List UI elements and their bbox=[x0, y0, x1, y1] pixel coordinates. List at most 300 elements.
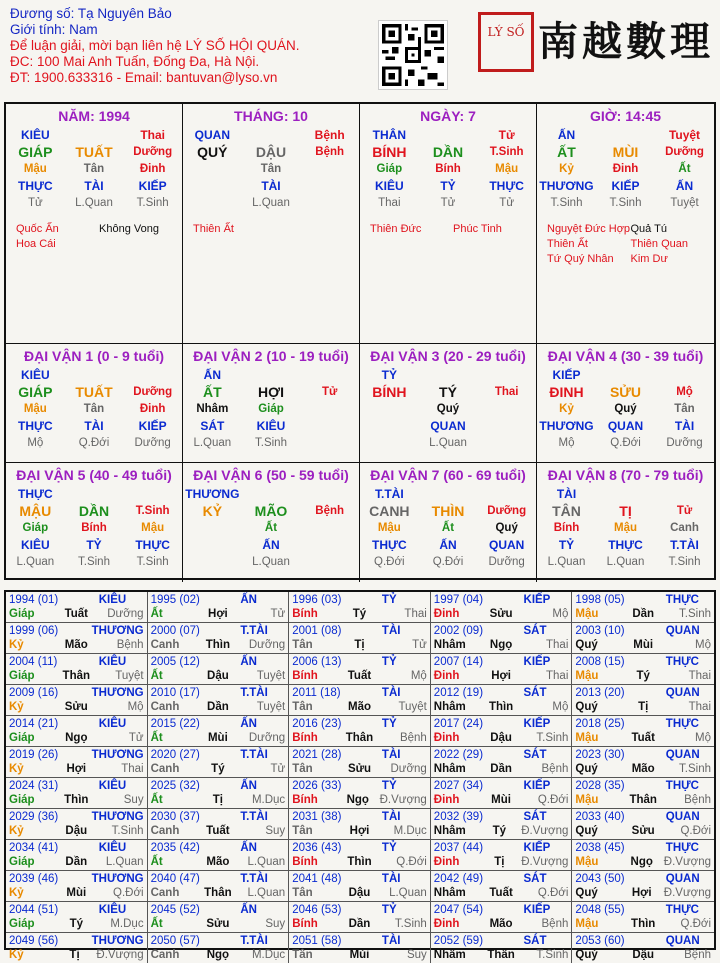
pillar-value: BÍNH bbox=[372, 144, 407, 160]
year-branch: Thìn bbox=[488, 701, 514, 713]
year-stem: Giáp bbox=[9, 918, 35, 930]
year-branch: Sửu bbox=[347, 763, 371, 775]
pillar-value: ẤN bbox=[439, 538, 457, 552]
year-phase: L.Quan bbox=[247, 856, 286, 868]
pillar-value: Dưỡng bbox=[133, 146, 173, 158]
pillar-value: CANH bbox=[369, 503, 410, 519]
year-row bbox=[151, 717, 286, 731]
year-label: 2026 (33) bbox=[292, 780, 342, 792]
pillar-row bbox=[6, 503, 182, 520]
year-star: T.TÀI bbox=[240, 749, 268, 761]
year-stem: Canh bbox=[150, 825, 180, 837]
pillar-value: MÃO bbox=[254, 503, 288, 519]
year-branch: Thân bbox=[487, 949, 515, 961]
year-branch: Tị bbox=[69, 949, 80, 961]
pillar-value: TUẤT bbox=[75, 144, 113, 160]
year-row bbox=[151, 731, 286, 745]
year-stem: Canh bbox=[150, 949, 180, 961]
year-row bbox=[575, 593, 711, 607]
year-row bbox=[9, 872, 144, 886]
pillar-value bbox=[300, 418, 359, 435]
pillar-value: Dưỡng bbox=[665, 146, 704, 158]
pillar-row bbox=[6, 195, 182, 212]
year-branch: Sửu bbox=[64, 701, 88, 713]
pillar-row bbox=[6, 127, 182, 144]
year-stem: Đinh bbox=[433, 794, 460, 806]
year-cell bbox=[431, 871, 573, 902]
year-stem: Đinh bbox=[433, 918, 460, 930]
pillar-row bbox=[360, 418, 536, 435]
pillar-value: L.Quan bbox=[547, 556, 586, 568]
year-cell bbox=[148, 716, 290, 747]
pillar-value: Kỷ bbox=[559, 163, 574, 175]
year-star: TỶ bbox=[381, 656, 397, 668]
pillar-title: ĐẠI VẬN 2 (10 - 19 tuổi) bbox=[193, 348, 349, 364]
year-stem: Đinh bbox=[433, 608, 460, 620]
logo-title: 南越數理 bbox=[538, 18, 714, 65]
year-cell bbox=[572, 747, 714, 778]
year-stem: Canh bbox=[150, 701, 180, 713]
year-branch: Tý bbox=[492, 825, 507, 837]
year-row bbox=[434, 841, 569, 855]
year-star: THƯƠNG bbox=[91, 935, 144, 947]
pillar-value: Bính bbox=[435, 163, 461, 175]
pillar-value: DẦN bbox=[78, 503, 110, 519]
year-phase: Dưỡng bbox=[248, 639, 286, 651]
year-branch: Mão bbox=[64, 639, 88, 651]
year-branch: Dần bbox=[632, 608, 655, 620]
pillar-value: Bệnh bbox=[315, 505, 345, 517]
year-label: 2011 (18) bbox=[292, 687, 341, 699]
year-stem: Nhâm bbox=[433, 763, 466, 775]
year-star: ẤN bbox=[240, 718, 257, 730]
year-row bbox=[434, 593, 569, 607]
year-stem: Mậu bbox=[575, 794, 599, 806]
pillar-row bbox=[6, 537, 182, 554]
pillar-value bbox=[65, 367, 124, 384]
pillar-value bbox=[596, 486, 655, 503]
year-star: THỰC bbox=[665, 594, 699, 606]
year-phase: T.Sinh bbox=[394, 918, 427, 930]
year-stem: Tân bbox=[292, 639, 313, 651]
year-branch: Tuất bbox=[631, 732, 655, 744]
pillar-value: Mậu bbox=[23, 163, 47, 175]
year-row bbox=[575, 669, 711, 683]
year-phase: Thai bbox=[688, 701, 711, 713]
year-row bbox=[151, 934, 286, 948]
year-phase: Đ.Vượng bbox=[379, 794, 427, 806]
pillar-cell bbox=[6, 104, 183, 344]
year-row bbox=[292, 810, 427, 824]
year-label: 2006 (13) bbox=[292, 656, 342, 668]
star-label: Thiên Quan bbox=[630, 238, 688, 250]
year-cell bbox=[148, 654, 290, 685]
year-label: 1994 (01) bbox=[9, 594, 59, 606]
year-label: 2004 (11) bbox=[9, 656, 58, 668]
year-row bbox=[151, 917, 286, 931]
year-row bbox=[9, 810, 144, 824]
year-row bbox=[575, 824, 711, 838]
year-stem: Nhâm bbox=[433, 639, 466, 651]
pillar-row bbox=[360, 384, 536, 401]
pillar-value: Dưỡng bbox=[666, 437, 703, 449]
year-stem: Quý bbox=[575, 949, 598, 961]
year-row bbox=[434, 886, 569, 900]
year-row bbox=[292, 669, 427, 683]
year-cell bbox=[148, 809, 290, 840]
year-cell bbox=[289, 716, 431, 747]
pillar-value: Mộ bbox=[676, 386, 693, 398]
year-phase: T.Sinh bbox=[111, 825, 144, 837]
pillar-value: Tử bbox=[440, 197, 456, 209]
year-cell bbox=[289, 840, 431, 871]
year-phase: Tử bbox=[270, 763, 286, 775]
year-star: T.TÀI bbox=[240, 935, 268, 947]
year-branch: Ngọ bbox=[206, 949, 230, 961]
year-row bbox=[292, 717, 427, 731]
pillar-value: L.Quan bbox=[75, 197, 113, 209]
pillar-value: Mộ bbox=[558, 437, 575, 449]
year-cell bbox=[431, 654, 573, 685]
pillar-row bbox=[537, 144, 714, 161]
year-stem: Ất bbox=[150, 794, 163, 806]
star-label: Thiên Đức bbox=[370, 223, 422, 235]
year-label: 2051 (58) bbox=[292, 935, 342, 947]
star-label: Quả Tú bbox=[630, 223, 667, 235]
star-label: Kim Dư bbox=[630, 253, 668, 265]
year-star: THỰC bbox=[665, 842, 699, 854]
year-star: THỰC bbox=[665, 780, 699, 792]
annual-grid bbox=[4, 590, 716, 961]
pillar-value: Quý bbox=[614, 403, 637, 415]
year-stem: Canh bbox=[150, 887, 180, 899]
year-label: 2050 (57) bbox=[150, 935, 200, 947]
pillar-value bbox=[360, 435, 419, 452]
year-row bbox=[9, 607, 144, 621]
year-stem: Quý bbox=[575, 825, 598, 837]
year-star: T.TÀI bbox=[240, 687, 268, 699]
year-row bbox=[292, 731, 427, 745]
year-label: 1998 (05) bbox=[575, 594, 625, 606]
pillar-row bbox=[537, 537, 714, 554]
year-label: 2000 (07) bbox=[150, 625, 200, 637]
year-label: 2008 (15) bbox=[575, 656, 625, 668]
year-star: THƯƠNG bbox=[91, 687, 144, 699]
pillar-row bbox=[6, 178, 182, 195]
year-row bbox=[292, 841, 427, 855]
pillar-value bbox=[242, 127, 301, 144]
year-branch: Ngọ bbox=[65, 732, 88, 744]
pillar-row bbox=[6, 486, 182, 503]
pillar-value: THỰC bbox=[489, 179, 524, 193]
year-branch: Hợi bbox=[491, 670, 511, 682]
year-label: 2017 (24) bbox=[433, 718, 484, 730]
pillar-value bbox=[123, 367, 182, 384]
pillar-row bbox=[183, 161, 359, 178]
pillar-value bbox=[300, 435, 359, 452]
year-label: 2040 (47) bbox=[150, 873, 200, 885]
year-star: ẤN bbox=[240, 594, 257, 606]
year-label: 2044 (51) bbox=[9, 904, 59, 916]
pillar-value: Thai bbox=[494, 386, 519, 398]
year-label: 2018 (25) bbox=[575, 718, 625, 730]
year-cell bbox=[572, 778, 714, 809]
pillar-value: Giáp bbox=[22, 522, 49, 534]
year-branch: Dần bbox=[207, 701, 229, 713]
pillar-value: L.Quan bbox=[16, 556, 55, 568]
year-row bbox=[151, 762, 286, 776]
year-branch: Sửu bbox=[631, 825, 655, 837]
year-cell bbox=[148, 871, 290, 902]
year-stem: Giáp bbox=[9, 794, 35, 806]
year-row bbox=[9, 686, 144, 700]
year-row bbox=[151, 824, 286, 838]
year-row bbox=[151, 624, 286, 638]
year-stem: Quý bbox=[575, 701, 598, 713]
pillar-row bbox=[360, 144, 536, 161]
year-stem: Kỷ bbox=[9, 887, 24, 899]
year-row bbox=[292, 593, 427, 607]
pillar-row bbox=[183, 418, 359, 435]
year-label: 2029 (36) bbox=[9, 811, 59, 823]
year-row bbox=[9, 748, 144, 762]
pillar-value: T.Sinh bbox=[550, 197, 583, 209]
year-label: 2030 (37) bbox=[150, 811, 200, 823]
year-star: THƯƠNG bbox=[91, 811, 144, 823]
pillar-value: KIẾP bbox=[611, 179, 640, 193]
pillar-value: Mậu bbox=[614, 522, 637, 534]
pillar-value: Đinh bbox=[139, 403, 166, 415]
year-row bbox=[151, 841, 286, 855]
year-label: 1999 (06) bbox=[9, 625, 59, 637]
year-row bbox=[9, 624, 144, 638]
pillar-value: Đinh bbox=[612, 163, 639, 175]
year-row bbox=[575, 686, 711, 700]
pillar-value: Q.Đới bbox=[374, 556, 405, 568]
year-phase: Suy bbox=[265, 825, 286, 837]
year-cell bbox=[6, 871, 148, 902]
year-star: TÀI bbox=[381, 935, 401, 947]
pillar-value bbox=[419, 367, 478, 384]
year-cell bbox=[148, 933, 290, 963]
year-row bbox=[575, 903, 711, 917]
year-cell bbox=[289, 654, 431, 685]
pillar-value bbox=[419, 486, 478, 503]
pillar-cell bbox=[537, 344, 714, 463]
pillar-row bbox=[360, 178, 536, 195]
year-branch: Tuất bbox=[489, 887, 513, 899]
year-label: 2013 (20) bbox=[575, 687, 625, 699]
year-row bbox=[9, 638, 144, 652]
year-row bbox=[292, 624, 427, 638]
year-stem: Đinh bbox=[433, 856, 460, 868]
year-row bbox=[151, 886, 286, 900]
pillar-value: Ất bbox=[441, 522, 455, 534]
pillar-value: TÀI bbox=[556, 487, 577, 501]
pillar-title: ĐẠI VẬN 1 (0 - 9 tuổi) bbox=[23, 348, 164, 364]
year-phase: Mộ bbox=[410, 670, 427, 682]
pillar-row bbox=[537, 127, 714, 144]
pillar-value bbox=[477, 418, 536, 435]
year-label: 2007 (14) bbox=[433, 656, 484, 668]
pillar-row bbox=[6, 435, 182, 452]
year-star: SÁT bbox=[523, 625, 547, 637]
year-row bbox=[151, 903, 286, 917]
year-row bbox=[9, 824, 144, 838]
pillar-value: Q.Đới bbox=[432, 556, 464, 568]
pillar-value bbox=[596, 127, 655, 144]
year-star: THỰC bbox=[665, 718, 699, 730]
year-branch: Tuất bbox=[206, 825, 230, 837]
year-cell bbox=[148, 685, 290, 716]
pillar-value: MÙI bbox=[612, 144, 639, 160]
year-row bbox=[292, 686, 427, 700]
year-row bbox=[575, 793, 711, 807]
special-stars bbox=[6, 222, 182, 252]
year-star: SÁT bbox=[523, 687, 547, 699]
year-row bbox=[434, 686, 569, 700]
year-cell bbox=[6, 933, 148, 963]
pillar-value: BÍNH bbox=[372, 384, 407, 400]
star-label: Phúc Tinh bbox=[453, 223, 502, 235]
pillar-value bbox=[655, 486, 714, 503]
pillar-title: ĐẠI VẬN 3 (20 - 29 tuổi) bbox=[370, 348, 526, 364]
pillar-row bbox=[537, 520, 714, 537]
year-star: TÀI bbox=[381, 749, 401, 761]
year-star: THƯƠNG bbox=[91, 625, 144, 637]
pillar-value: T.Sinh bbox=[609, 197, 642, 209]
year-cell bbox=[289, 747, 431, 778]
year-star: KIÊU bbox=[98, 842, 127, 854]
year-phase: Tử bbox=[270, 608, 286, 620]
year-row bbox=[434, 700, 569, 714]
pillar-title: NGÀY: 7 bbox=[420, 108, 476, 124]
year-row bbox=[575, 731, 711, 745]
year-phase: T.Sinh bbox=[679, 608, 711, 620]
year-stem: Mậu bbox=[575, 918, 599, 930]
year-row bbox=[9, 934, 144, 948]
pillar-value: Mậu bbox=[377, 522, 401, 534]
year-row bbox=[151, 810, 286, 824]
year-row bbox=[151, 872, 286, 886]
year-cell bbox=[431, 902, 573, 933]
year-stem: Bính bbox=[292, 732, 318, 744]
year-branch: Thân bbox=[62, 670, 91, 682]
year-phase: Q.Đới bbox=[113, 887, 144, 899]
year-branch: Tý bbox=[352, 608, 367, 620]
year-stem: Canh bbox=[150, 763, 180, 775]
year-row bbox=[575, 762, 711, 776]
pillar-value: Đinh bbox=[139, 163, 166, 175]
year-phase: Mộ bbox=[552, 701, 569, 713]
pillar-value: KIÊU bbox=[20, 128, 50, 142]
pillar-value: Q.Đới bbox=[610, 437, 641, 449]
pillar-value bbox=[360, 418, 419, 435]
year-branch: Sửu bbox=[206, 918, 230, 930]
year-star: KIẾP bbox=[523, 842, 551, 854]
year-row bbox=[9, 700, 144, 714]
year-row bbox=[292, 762, 427, 776]
pillar-row bbox=[537, 503, 714, 520]
pillar-value: KIẾP bbox=[138, 179, 167, 193]
year-label: 1996 (03) bbox=[292, 594, 342, 606]
year-row bbox=[434, 762, 569, 776]
header-info bbox=[10, 6, 390, 86]
pillar-cell bbox=[183, 104, 360, 344]
year-star: TÀI bbox=[381, 873, 401, 885]
pillar-value: T.Sinh bbox=[136, 197, 169, 209]
pillar-value: Tử bbox=[498, 128, 515, 142]
pillar-value: GIÁP bbox=[18, 144, 53, 160]
year-label: 2052 (59) bbox=[433, 935, 484, 947]
pillar-value bbox=[123, 486, 182, 503]
pillar-value: QUAN bbox=[607, 419, 644, 433]
pillar-row bbox=[360, 503, 536, 520]
pillar-value: THỰC bbox=[135, 538, 170, 552]
year-cell bbox=[431, 933, 573, 963]
special-stars bbox=[360, 222, 536, 237]
year-branch: Dần bbox=[490, 763, 512, 775]
pillar-value: Bệnh bbox=[315, 146, 345, 158]
contact-note: Để luận giải, mời bạn liên hệ LÝ SỐ HỘI QUÁN. bbox=[10, 38, 300, 53]
year-phase: Q.Đới bbox=[680, 918, 711, 930]
year-phase: Mộ bbox=[127, 701, 144, 713]
year-phase: Thai bbox=[546, 670, 569, 682]
year-branch: Dậu bbox=[490, 732, 512, 744]
pillar-value: T.Sinh bbox=[135, 505, 170, 517]
year-cell bbox=[289, 778, 431, 809]
year-branch: Dần bbox=[348, 918, 371, 930]
pillar-row bbox=[6, 384, 182, 401]
year-label: 2038 (45) bbox=[575, 842, 625, 854]
year-cell bbox=[148, 902, 290, 933]
year-row bbox=[434, 903, 569, 917]
year-phase: Suy bbox=[406, 949, 427, 961]
year-branch: Tuất bbox=[347, 670, 372, 682]
year-cell bbox=[289, 933, 431, 963]
year-row bbox=[434, 917, 569, 931]
pillar-value: THƯƠNG bbox=[539, 419, 594, 433]
year-phase: Tuyệt bbox=[115, 670, 144, 682]
year-star: THƯƠNG bbox=[91, 873, 144, 885]
year-row bbox=[9, 731, 144, 745]
year-star: QUAN bbox=[665, 687, 700, 699]
year-stem: Kỷ bbox=[9, 639, 24, 651]
year-phase: Q.Đới bbox=[396, 856, 427, 868]
year-cell bbox=[572, 716, 714, 747]
year-cell bbox=[6, 809, 148, 840]
year-cell bbox=[6, 902, 148, 933]
pillar-cell bbox=[183, 344, 360, 463]
year-star: KIÊU bbox=[98, 780, 127, 792]
year-star: KIẾP bbox=[523, 904, 551, 916]
pillar-row bbox=[360, 195, 536, 212]
year-stem: Canh bbox=[150, 639, 180, 651]
year-label: 2042 (49) bbox=[433, 873, 484, 885]
year-phase: L.Quan bbox=[105, 856, 144, 868]
year-row bbox=[292, 824, 427, 838]
pillar-value: TỊ bbox=[619, 503, 632, 519]
year-star: T.TÀI bbox=[240, 625, 268, 637]
year-row bbox=[434, 731, 569, 745]
year-branch: Mão bbox=[631, 763, 655, 775]
year-stem: Đinh bbox=[433, 670, 460, 682]
year-stem: Quý bbox=[575, 639, 598, 651]
year-star: TÀI bbox=[381, 811, 401, 823]
year-row bbox=[575, 717, 711, 731]
seal-text: LÝ SỐ bbox=[487, 25, 525, 39]
year-cell bbox=[6, 716, 148, 747]
